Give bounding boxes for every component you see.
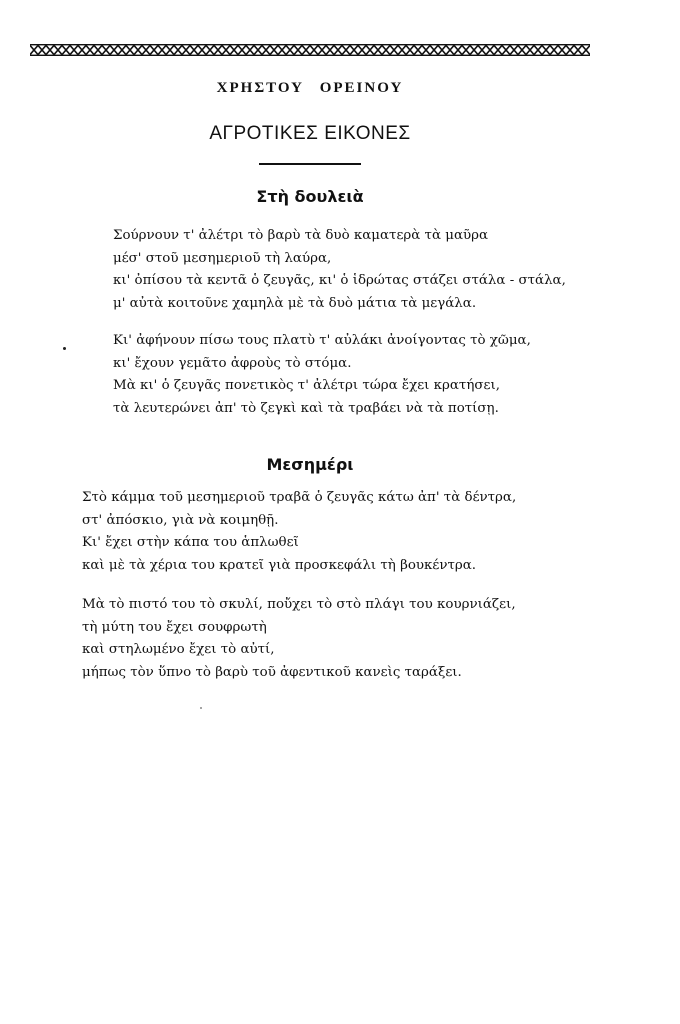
section-heading-work: Στὴ δουλειὰ	[256, 187, 364, 206]
verse-line: μήπως τὸν ὕπνο τὸ βαρὺ τοῦ ἀφεντικοῦ κανεὶς ταράξει.	[82, 664, 462, 680]
decorative-border	[30, 44, 590, 56]
stanza	[113, 330, 531, 420]
ink-speck	[200, 707, 202, 709]
title-divider	[259, 163, 361, 165]
verse-line: Στὸ κάμμα τοῦ μεσημεριοῦ τραβᾶ ὁ ζευγᾶς κάτω ἀπ' τὰ δέντρα,	[82, 490, 517, 505]
verse-line: τὰ λευτερώνει ἀπ' τὸ ζεγκὶ καὶ τὰ τραβάει νὰ τὰ ποτίσῃ.	[113, 400, 499, 416]
verse-line: Μὰ κι' ὁ ζευγᾶς πονετικὸς τ' ἀλέτρι τώρα ἔχει κρατήσει,	[113, 378, 500, 394]
verse-line: Κι' ἔχει στὴν κάπα του ἁπλωθεῖ	[82, 535, 299, 551]
ink-speck	[63, 347, 66, 350]
verse-line: καὶ στηλωμένο ἔχει τὸ αὐτί,	[82, 642, 275, 658]
verse-line: Κι' ἀφήνουν πίσω τους πλατὺ τ' αὐλάκι ἀνοίγοντας τὸ χῶμα,	[113, 333, 531, 348]
verse-line: μ' αὐτὰ κοιτοῦνε χαμηλὰ μὲ τὰ δυὸ μάτια τὰ μεγάλα.	[113, 295, 477, 311]
verse-line: Μὰ τὸ πιστό του τὸ σκυλί, ποὔχει τὸ στὸ πλάγι του κουρνιάζει,	[82, 597, 516, 612]
verse-line: κι' ἔχουν γεμᾶτο ἀφροὺς τὸ στόμα.	[113, 355, 352, 371]
section-heading-noon: Μεσημέρι	[266, 455, 354, 474]
stanza	[113, 225, 566, 315]
verse-line: κι' ὀπίσου τὰ κεντᾶ ὁ ζευγᾶς, κι' ὁ ἱδρώτας στάζει στάλα - στάλα,	[113, 273, 566, 289]
verse-line: καὶ μὲ τὰ χέρια του κρατεῖ γιὰ προσκεφάλι τὴ βουκέντρα.	[82, 557, 477, 573]
verse-line: μέσ' στοῦ μεσημεριοῦ τὴ λαύρα,	[113, 250, 332, 266]
page-title: ΑΓΡΟΤΙΚΕΣ ΕΙΚΟΝΕΣ	[209, 123, 411, 144]
stanza	[82, 487, 516, 577]
verse-line: στ' ἀπόσκιο, γιὰ νὰ κοιμηθῇ.	[82, 512, 279, 528]
verse-line: Σούρνουν τ' ἀλέτρι τὸ βαρὺ τὰ δυὸ καματερὰ τὰ μαῦρα	[113, 228, 489, 243]
stanza	[82, 594, 516, 684]
author-name: ΧΡΗΣΤΟΥ ΟΡΕΙΝΟΥ	[216, 80, 404, 96]
verse-line: τὴ μύτη του ἔχει σουφρωτὴ	[82, 619, 267, 635]
